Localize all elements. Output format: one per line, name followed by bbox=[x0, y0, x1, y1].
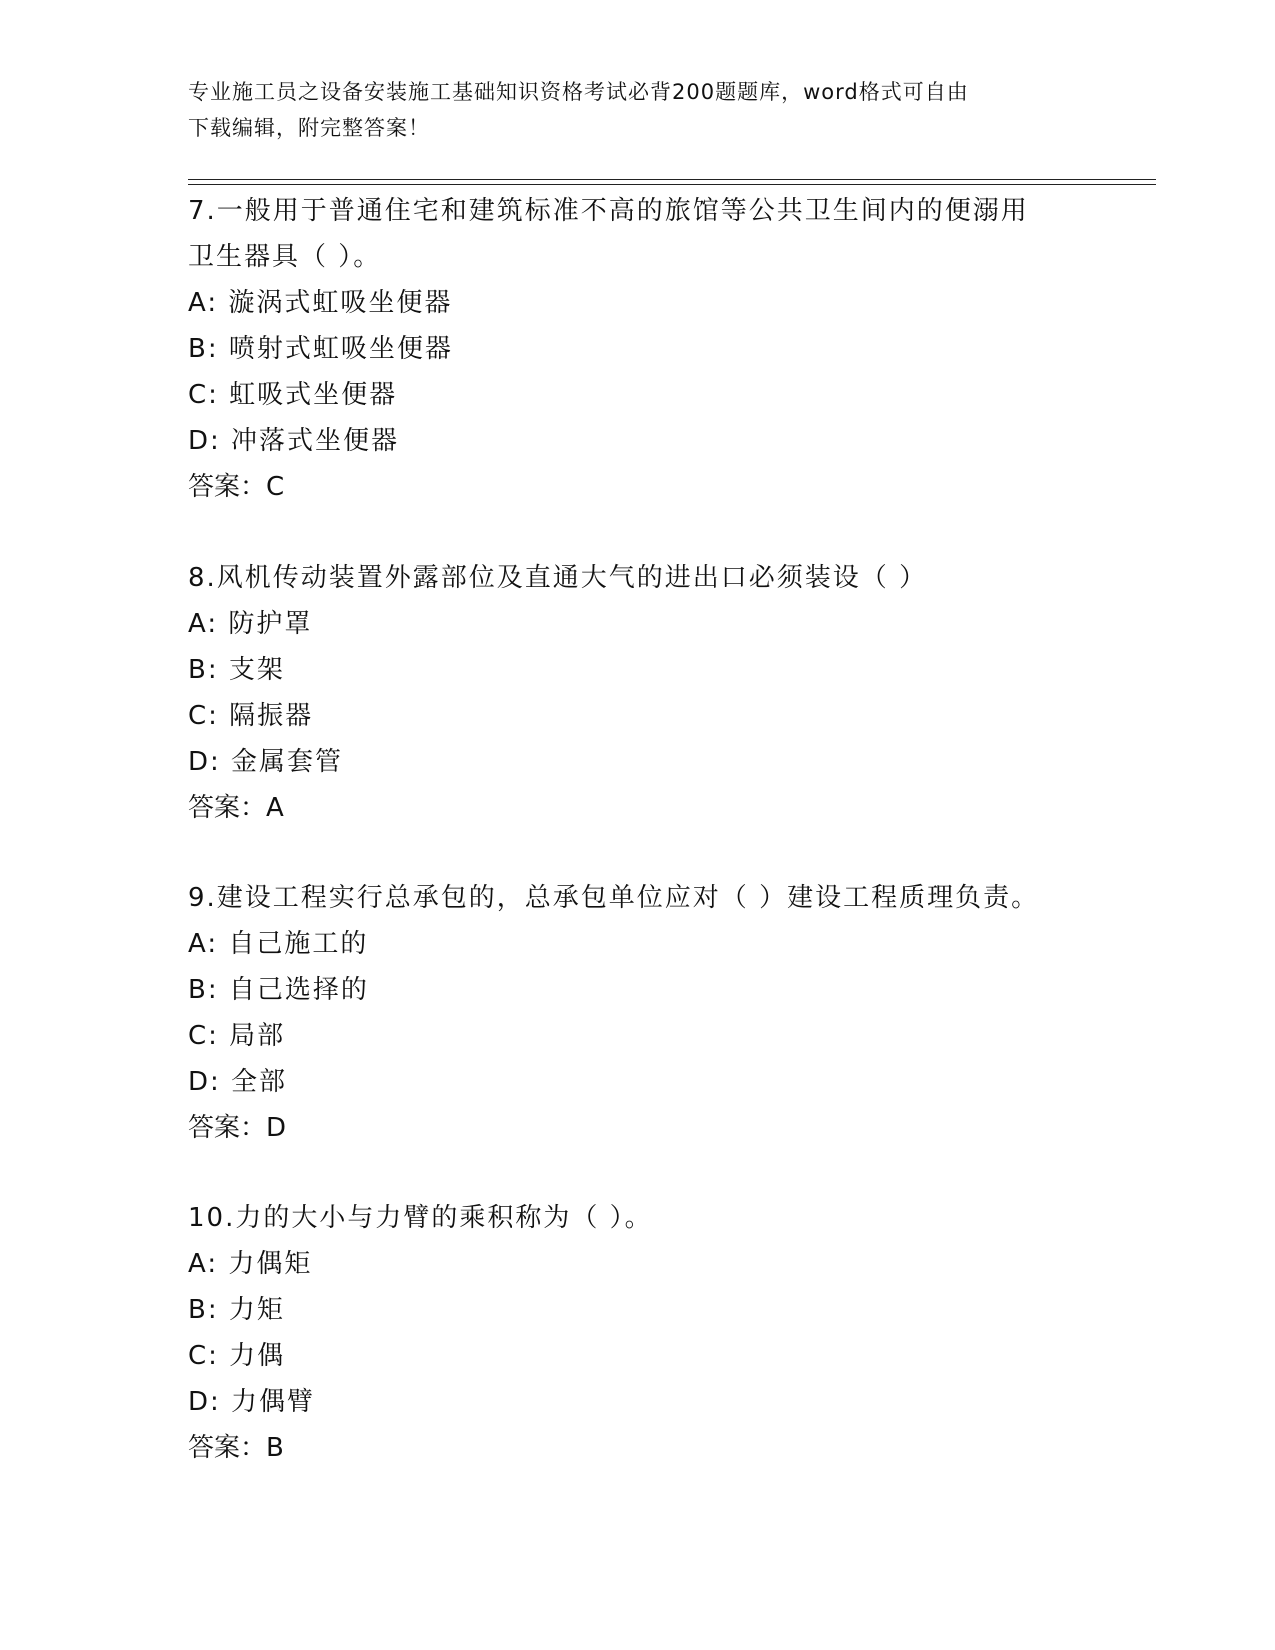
option-c: C: 力偶 bbox=[188, 1341, 286, 1371]
option-b: B: 力矩 bbox=[188, 1295, 285, 1325]
header-line-1: 专业施工员之设备安装施工基础知识资格考试必背200题题库，word格式可自由 bbox=[188, 80, 969, 104]
question-10 bbox=[188, 1195, 1088, 1471]
question-stem: 7.一般用于普通住宅和建筑标准不高的旅馆等公共卫生间内的便溺用 bbox=[188, 196, 1029, 226]
question-9 bbox=[188, 875, 1088, 1151]
question-stem-continued: 卫生器具（ ）。 bbox=[188, 242, 382, 272]
option-c: C: 局部 bbox=[188, 1021, 286, 1051]
option-a: A: 力偶矩 bbox=[188, 1249, 313, 1279]
answer: 答案：C bbox=[188, 472, 285, 502]
option-d: D: 全部 bbox=[188, 1067, 288, 1097]
header-divider-top bbox=[188, 179, 1156, 180]
option-a: A: 漩涡式虹吸坐便器 bbox=[188, 288, 453, 318]
question-8 bbox=[188, 555, 1088, 831]
option-a: A: 防护罩 bbox=[188, 609, 313, 639]
header-line-2: 下载编辑，附完整答案！ bbox=[188, 116, 430, 140]
question-stem: 10.力的大小与力臂的乘积称为（ ）。 bbox=[188, 1203, 653, 1233]
option-b: B: 喷射式虹吸坐便器 bbox=[188, 334, 453, 364]
header-divider-bottom bbox=[188, 184, 1156, 185]
option-c: C: 虹吸式坐便器 bbox=[188, 380, 398, 410]
question-stem: 8.风机传动装置外露部位及直通大气的进出口必须装设（ ） bbox=[188, 563, 928, 593]
option-c: C: 隔振器 bbox=[188, 701, 314, 731]
option-d: D: 冲落式坐便器 bbox=[188, 426, 400, 456]
question-stem: 9.建设工程实行总承包的，总承包单位应对（ ）建设工程质理负责。 bbox=[188, 883, 1040, 913]
option-b: B: 支架 bbox=[188, 655, 285, 685]
option-b: B: 自己选择的 bbox=[188, 975, 369, 1005]
question-7 bbox=[188, 188, 1088, 510]
option-a: A: 自己施工的 bbox=[188, 929, 369, 959]
answer: 答案：B bbox=[188, 1433, 284, 1463]
answer: 答案：D bbox=[188, 1113, 287, 1143]
option-d: D: 金属套管 bbox=[188, 747, 344, 777]
answer: 答案：A bbox=[188, 793, 284, 823]
document-header bbox=[188, 74, 1088, 146]
option-d: D: 力偶臂 bbox=[188, 1387, 316, 1417]
